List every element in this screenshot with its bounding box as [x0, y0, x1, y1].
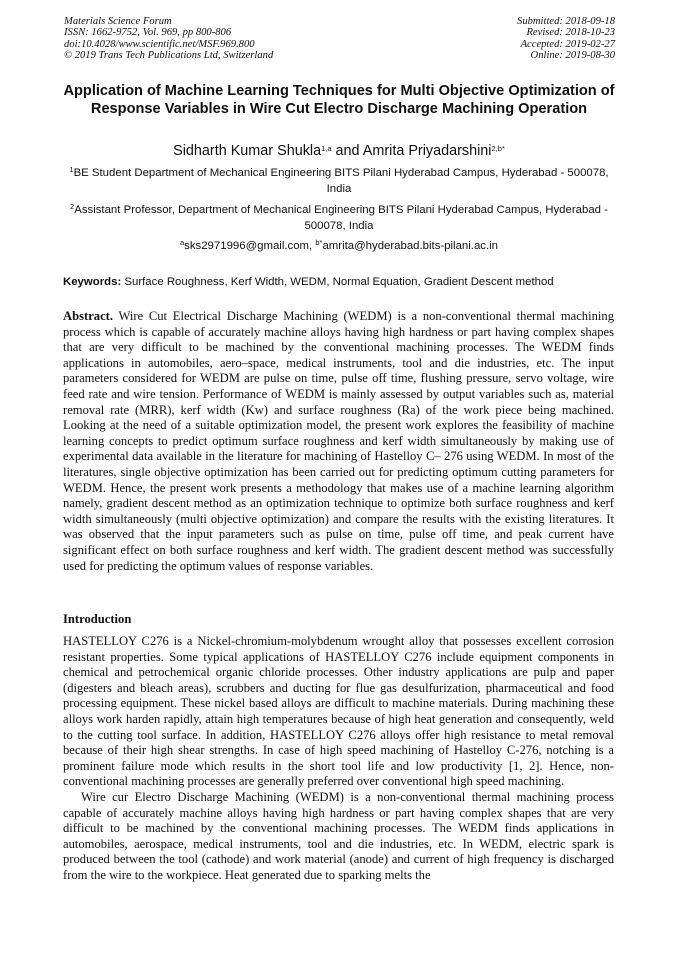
author-1-marker: 1,a — [321, 144, 332, 153]
doi-line[interactable]: doi:10.4028/www.scientific.net/MSF.969.800 — [64, 38, 255, 50]
keywords-label: Keywords: — [63, 276, 122, 288]
author-connector: and — [331, 143, 363, 159]
author-2-marker: 2,b* — [491, 144, 505, 153]
email-1-marker: a — [179, 238, 185, 247]
author-emails — [60, 239, 618, 255]
affiliation-2 — [60, 203, 618, 234]
keywords-text: Surface Roughness, Kerf Width, WEDM, Normal Equation, Gradient Descent method — [121, 276, 554, 288]
keywords — [63, 275, 618, 290]
journal-info — [64, 16, 273, 62]
email-2[interactable]: amrita@hyderabad.bits-pilani.ac.in — [322, 240, 499, 252]
author-line — [60, 142, 618, 160]
submission-dates — [517, 16, 615, 62]
affiliation-1 — [60, 166, 618, 197]
abstract-label: Abstract. — [63, 309, 114, 323]
introduction-paragraph-2: Wire cur Electro Discharge Machining (WEDM) is a non-conventional thermal machining process capable of accurately machine alloys having high hardness or part having complex shapes that are very difficult to be machined by the conventional machining processes. The WEDM finds applications in automobiles, aerospace, medical instruments, tool and die industries, etc. In WEDM, electric spark is produced between the tool (cathode) and work material (anode) and current of high frequency is discharged from the wire to the workpiece. Heat generated due to sparking melts the — [63, 789, 614, 882]
copyright-line: © 2019 Trans Tech Publications Ltd, Switzerland — [64, 50, 274, 62]
revised-date: Revised: 2018-10-23 — [526, 27, 615, 39]
issn-line: ISSN: 1662-9752, Vol. 969, pp 800-806 — [64, 27, 232, 39]
journal-name: Materials Science Forum — [64, 16, 172, 27]
abstract-text: Wire Cut Electrical Discharge Machining (WEDM) is a non-conventional thermal machining process which is capable of accurately machine alloys having high hardness or part having complex shapes that are very difficult to be machined by the conventional machining processes. The WEDM finds applications in automobiles, aero–space, medical instruments, tool and die industries, etc. The input parameters considered for WEDM are pulse on time, pulse off time, flushing pressure, servo voltage, wire feed rate and wire tension. Performance of WEDM is mainly assessed by output variables such as, material removal rate (MRR), kerf width (Kw) and surface roughness (Ra) of the work piece being machined. Looking at the need of a suitable optimization model, the present work explores the feasibility of machine learning concepts to predict optimum surface roughness and kerf width simultaneously by making use of experimental data available in the literature for machining of Hastelloy C– 276 using WEDM. In most of the literatures, single objective optimization has been carried out for predicting optimum cutting parameters for WEDM. Hence, the present work presents a methodology that makes use of a machine learning algorithm namely, gradient descent method as an optimization technique to optimize both surface roughness and kerf width simultaneously (multi objective optimization) and compare the results with the existing literatures. It was observed that the input parameters such as pulse on time, pulse off time, and peak current have significant effect on both surface roughness and kerf width. The gradient descent method was successfully used for predicting the optimum values of response variables. — [63, 309, 614, 573]
email-2-marker: b* — [315, 238, 323, 247]
paper-title: Application of Machine Learning Techniques for Multi Objective Optimization of Response Variables in Wire Cut Electro Discharge Machining Operation — [63, 83, 615, 117]
introduction-heading: Introduction — [63, 612, 132, 626]
submitted-date: Submitted: 2018-09-18 — [517, 16, 615, 27]
affiliation-1-marker: 1 — [69, 165, 74, 174]
author-2: Amrita Priyadarshini — [362, 143, 492, 159]
introduction-body — [63, 634, 614, 884]
online-date: Online: 2019-08-30 — [530, 50, 615, 62]
author-1: Sidharth Kumar Shukla — [173, 143, 322, 159]
affiliation-2-text: Assistant Professor, Department of Mechanical Engineering BITS Pilani Hyderabad Campus, Hyderabad - 500078, India — [74, 204, 608, 232]
affiliation-1-text: BE Student Department of Mechanical Engineering BITS Pilani Hyderabad Campus, Hyderabad - 500078, India — [73, 167, 609, 195]
abstract — [63, 309, 614, 574]
email-1[interactable]: sks2971996@gmail.com, — [184, 240, 316, 252]
affiliation-2-marker: 2 — [70, 202, 75, 211]
accepted-date: Accepted: 2019-02-27 — [520, 38, 615, 50]
introduction-paragraph-1: HASTELLOY C276 is a Nickel-chromium-molybdenum wrought alloy that possesses excellent corrosion resistant properties. Some typical applications of HASTELLOY C276 include equipment components in chemical and petrochemical organic chloride processes. Other industry applications are pulp and paper (digesters and bleach areas), scrubbers and ducting for flue gas desulfurization, pharmaceutical and food processing equipment. These nickel based alloys are difficult to machine materials. During machining these alloys work harden rapidly, attain high temperatures because of high heat generation and consequently, weld to the cutting tool surface. In addition, HASTELLOY C276 alloys offer high resistance to metal removal because of their high shear strengths. In case of high speed machining of Hastelloy C-276, notching is a prominent failure mode which results in the short tool life and low productivity [1, 2]. Hence, non-conventional machining processes are generally preferred over conventional high speed machining. — [63, 634, 614, 789]
